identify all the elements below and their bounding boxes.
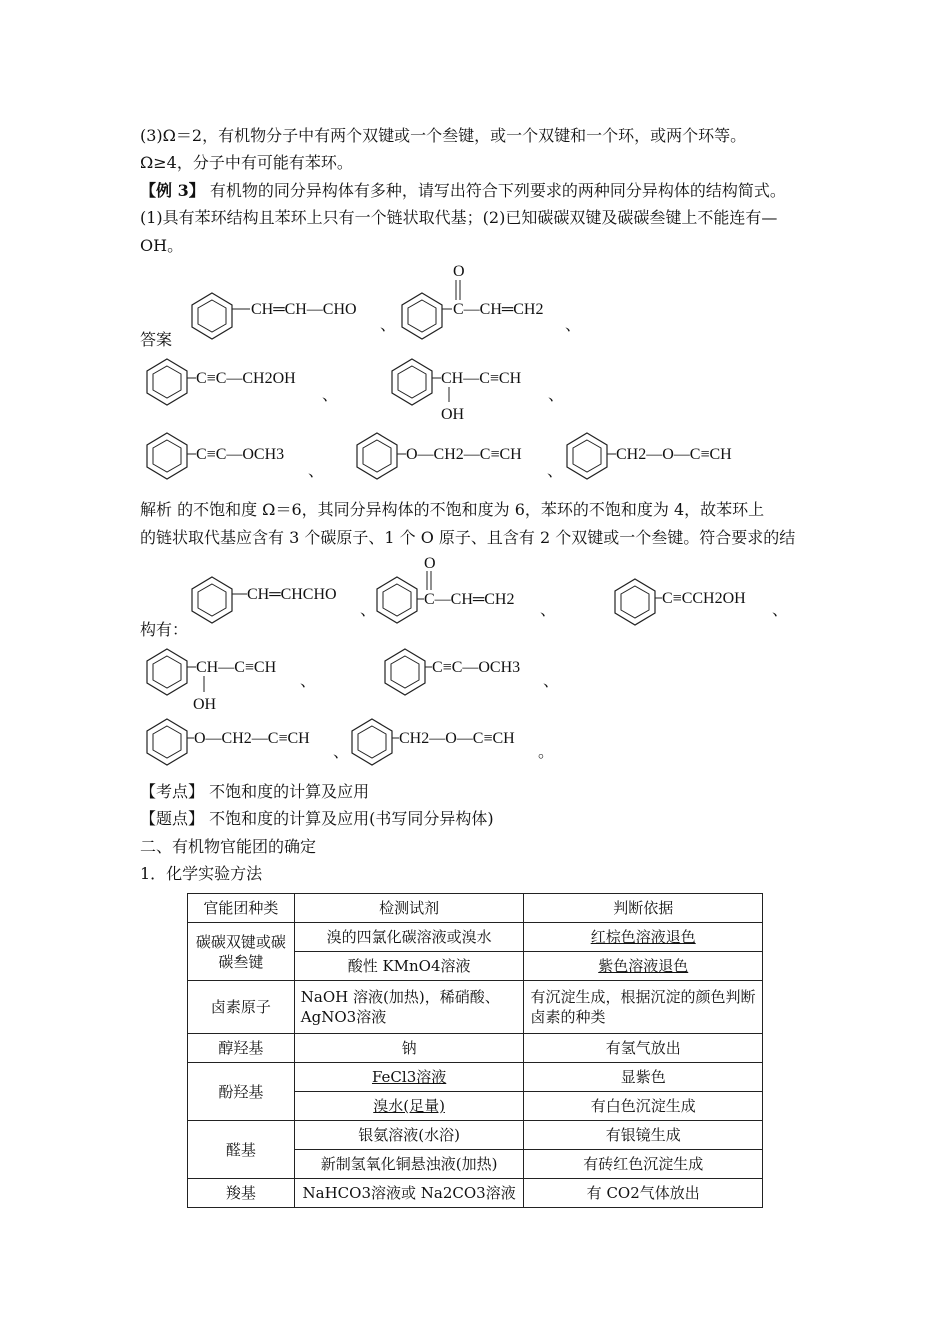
separator-comma: 、: [547, 461, 564, 480]
example-label: 【例 3】: [140, 181, 205, 200]
subsection-heading: 1．化学实验方法: [140, 864, 263, 883]
table-row: [188, 923, 763, 952]
mol-s2-label: C—CH═CH2: [424, 591, 515, 608]
table-cell-group: 醇羟基: [188, 1034, 295, 1063]
answer-label: 答案: [140, 330, 173, 349]
separator-comma: 、: [300, 671, 317, 690]
table-header-row: [188, 894, 763, 923]
mol-s1-label: CH═CHCHO: [247, 586, 337, 603]
mol-s3-label: C≡CCH2OH: [662, 590, 746, 607]
molecule-answer-3: [140, 356, 340, 406]
table-cell-basis: 有 CO2气体放出: [524, 1179, 763, 1208]
molecule-structure-4: [140, 646, 310, 716]
molecule-structure-7: [345, 716, 545, 766]
molecule-structure-5: [378, 646, 548, 696]
table-cell-group: 碳碳双键或碳碳叁键: [188, 923, 295, 981]
table-cell-basis: 紫色溶液退色: [524, 952, 763, 981]
table-cell-group: 醛基: [188, 1121, 295, 1179]
mol-s2-oxygen: O: [424, 555, 436, 572]
requirement-2: OH。: [140, 236, 184, 255]
table-cell-reagent: NaOH 溶液(加热)，稀硝酸、AgNO3溶液: [294, 981, 524, 1034]
analysis-line-2: 的链状取代基应含有 3 个碳原子、1 个 O 原子、且含有 2 个双键或一个叁键。符合要求的结: [140, 528, 796, 547]
table-cell-reagent: 溴的四氯化碳溶液或溴水: [294, 923, 524, 952]
table-row: [188, 1034, 763, 1063]
molecule-structure-2: [370, 548, 540, 628]
text-omega-2: (3)Ω＝2，有机物分子中有两个双键或一个叁键，或一个双键和一个环，或两个环等。: [140, 126, 747, 145]
separator-comma: 、: [322, 385, 339, 404]
section-heading: 二、有机物官能团的确定: [140, 837, 317, 856]
table-cell-basis: 有沉淀生成，根据沉淀的颜色判断卤素的种类: [524, 981, 763, 1034]
table-cell-basis: 红棕色溶液退色: [524, 923, 763, 952]
separator-comma: 、: [333, 742, 350, 761]
table-row: [188, 1121, 763, 1150]
mol-a4-hydroxyl: OH: [441, 406, 465, 423]
table-cell-reagent: 新制氢氧化铜悬浊液(加热): [294, 1150, 524, 1179]
analysis-line-1: 解析 的不饱和度 Ω＝6，其同分异构体的不饱和度为 6，苯环的不饱和度为 4，故苯环上: [140, 500, 765, 519]
example-text: 有机物的同分异构体有多种，请写出符合下列要求的两种同分异构体的结构简式。: [209, 181, 786, 200]
table-cell-group: 羧基: [188, 1179, 295, 1208]
mol-a1-label: CH═CH—CHO: [251, 301, 357, 318]
separator-comma: 、: [772, 600, 789, 619]
table-cell-basis: 有银镜生成: [524, 1121, 763, 1150]
requirement-1: (1)具有苯环结构且苯环上只有一个链状取代基；(2)已知碳碳双键及碳碳叁键上不能连有—: [140, 208, 778, 227]
table-row: [188, 1179, 763, 1208]
mol-a3-label: C≡C—CH2OH: [196, 370, 296, 387]
table-cell-basis: 显紫色: [524, 1063, 763, 1092]
table-header: 检测试剂: [294, 894, 524, 923]
mol-a2-label: C—CH═CH2: [453, 301, 544, 318]
table-cell-reagent: 酸性 KMnO4溶液: [294, 952, 524, 981]
mol-s4-hydroxyl: OH: [193, 696, 217, 713]
mol-s7-label: CH2—O—C≡CH: [399, 730, 515, 747]
separator-comma: 、: [380, 315, 397, 334]
molecule-answer-2: [395, 262, 565, 342]
separator-comma: 、: [540, 600, 557, 619]
molecule-structure-6: [140, 716, 340, 766]
table-cell-group: 卤素原子: [188, 981, 295, 1034]
separator-comma: 、: [548, 385, 565, 404]
table-cell-reagent: 溴水(足量): [294, 1092, 524, 1121]
table-cell-reagent: 银氨溶液(水浴): [294, 1121, 524, 1150]
molecule-structure-1: [185, 574, 370, 624]
mol-a7-label: CH2—O—C≡CH: [616, 446, 732, 463]
separator-period: 。: [538, 742, 555, 761]
table-cell-basis: 有砖红色沉淀生成: [524, 1150, 763, 1179]
table-header: 判断依据: [524, 894, 763, 923]
table-cell-reagent: 钠: [294, 1034, 524, 1063]
molecule-answer-7: [560, 430, 770, 480]
separator-comma: 、: [360, 600, 377, 619]
separator-comma: 、: [565, 315, 582, 334]
table-row: [188, 981, 763, 1034]
mol-s6-label: O—CH2—C≡CH: [194, 730, 310, 747]
separator-comma: 、: [308, 461, 325, 480]
table-cell-group: 酚羟基: [188, 1063, 295, 1121]
table-row: [188, 1063, 763, 1092]
table-header: 官能团种类: [188, 894, 295, 923]
mol-s4-label: CH—C≡CH: [196, 659, 277, 676]
mol-a2-oxygen: O: [453, 263, 465, 280]
separator-comma: 、: [543, 671, 560, 690]
tidian-line: 【题点】 不饱和度的计算及应用(书写同分异构体): [140, 809, 494, 828]
text-omega-4: Ω≥4，分子中有可能有苯环。: [140, 153, 353, 172]
table-cell-reagent: NaHCO3溶液或 Na2CO3溶液: [294, 1179, 524, 1208]
mol-a5-label: C≡C—OCH3: [196, 446, 285, 463]
mol-s5-label: C≡C—OCH3: [432, 659, 521, 676]
kaodian-line: 【考点】 不饱和度的计算及应用: [140, 782, 370, 801]
table-cell-basis: 有白色沉淀生成: [524, 1092, 763, 1121]
table-cell-reagent: FeCl3溶液: [294, 1063, 524, 1092]
molecule-answer-1: [185, 290, 385, 340]
structure-label: 构有：: [140, 620, 189, 639]
functional-group-table: [187, 893, 763, 1208]
example-3-heading: [140, 181, 786, 201]
mol-a6-label: O—CH2—C≡CH: [406, 446, 522, 463]
molecule-answer-6: [350, 430, 550, 480]
molecule-answer-4: [385, 356, 555, 426]
mol-a4-label: CH—C≡CH: [441, 370, 522, 387]
molecule-structure-3: [608, 576, 778, 626]
table-cell-basis: 有氢气放出: [524, 1034, 763, 1063]
